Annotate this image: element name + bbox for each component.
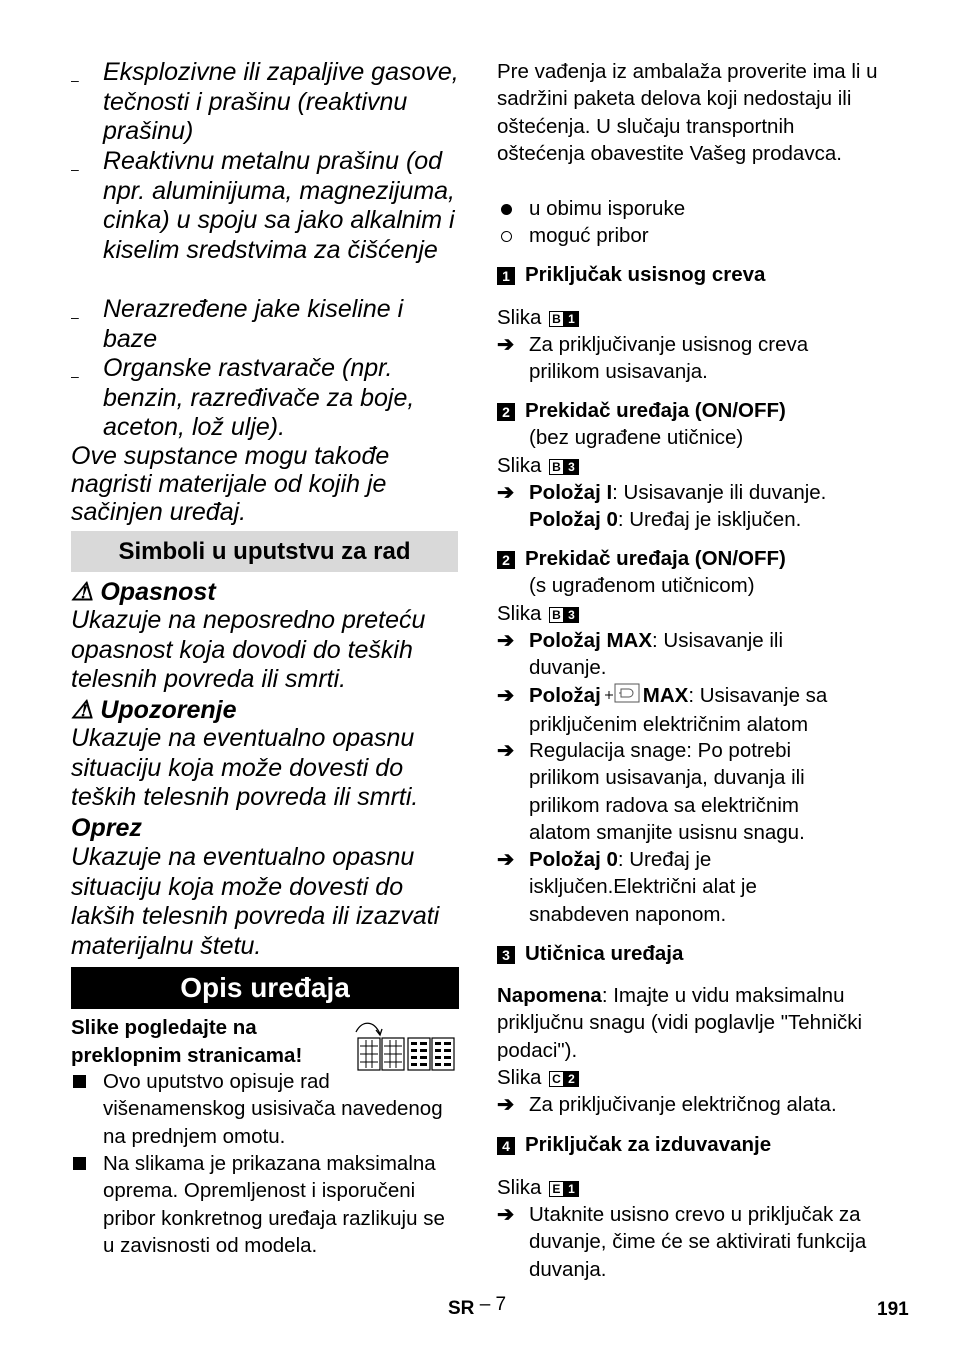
step-text: Položaj I: Usisavanje ili duvanje. Položaj 0: Uređaj je isključen. (529, 481, 827, 532)
step-text: Položaj MAX: Usisavanje ili duvanje. (529, 629, 784, 680)
bullet-text: Ovo uputstvo opisuje rad višenamenskog usisivača navedenog na prednjem omotu. (103, 1070, 443, 1148)
arrow-icon: ➔ (497, 848, 515, 871)
arrow-icon: ➔ (497, 1093, 515, 1116)
figure-ref (497, 1064, 579, 1091)
item-title: Priključak usisnog creva (525, 263, 766, 286)
step-text: Utaknite usisno crevo u priključak za duvanje, čime će se aktivirati funkcija duvanja. (529, 1203, 867, 1281)
arrow-icon: ➔ (497, 684, 515, 707)
dash-bullet: – (71, 72, 79, 88)
figure-label: Slika (497, 306, 542, 329)
hazard-text: Organske rastvarače (npr. benzin, razređivače za boje, aceton, lož ulje). (103, 354, 415, 441)
figure-ref (497, 1174, 579, 1201)
arrow-icon: ➔ (497, 629, 515, 652)
fold-out-pages-icon (354, 1018, 460, 1074)
figure-label: Slika (497, 454, 542, 477)
item-number-badge: 2 (497, 551, 515, 569)
arrow-icon: ➔ (497, 1203, 515, 1226)
images-note: Slike pogledajte na preklopnim stranicama! (71, 1016, 303, 1067)
item-heading (497, 545, 887, 600)
danger-text: Ukazuje na neposredno preteću opasnost koja dovodi do teških telesnih povreda ili smrti. (71, 606, 426, 693)
figure-ref (497, 304, 579, 331)
step-text: Za priključivanje električnog alata. (529, 1093, 837, 1116)
hazard-text: Eksplozivne ili zapaljive gasove, tečnosti i prašinu (reaktivnu prašinu) (103, 58, 459, 145)
caution-text: Ukazuje na eventualno opasnu situaciju koja može dovesti do lakših telesnih povreda ili izazvati materijalnu štetu. (71, 843, 440, 960)
warning-text: Ukazuje na eventualno opasnu situaciju koja može dovesti do teških telesnih povreda ili smrti. (71, 724, 419, 811)
item-title: Prekidač uređaja (ON/OFF) (525, 399, 786, 422)
square-bullet (73, 1075, 86, 1088)
legend-text: moguć pribor (529, 224, 649, 247)
symbols-heading: Simboli u uputstvu za rad (71, 531, 458, 572)
arrow-icon: ➔ (497, 739, 515, 762)
figure-badge: C 2 (549, 1071, 579, 1087)
figure-label: Slika (497, 602, 542, 625)
item-heading (497, 397, 887, 452)
arrow-icon: ➔ (497, 333, 515, 356)
item-title: Priključak za izduvavanje (525, 1133, 772, 1156)
page-number: 191 (877, 1299, 909, 1320)
footer-lang: SR – 7 (448, 1294, 507, 1319)
item-title: Prekidač uređaja (ON/OFF) (525, 547, 786, 570)
figure-ref (497, 600, 579, 627)
hazard-text: Nerazređene jake kiseline i baze (103, 295, 404, 353)
warning-title: ⚠ Upozorenje (71, 696, 237, 724)
figure-badge: B 3 (549, 459, 579, 475)
figure-label: Slika (497, 1176, 542, 1199)
closing-paragraph: Ove supstance mogu takođe nagristi materijale od kojih je sačinjen uređaj. (71, 442, 390, 526)
legend-text: u obimu isporuke (529, 197, 686, 220)
figure-badge: B 1 (549, 311, 579, 327)
item-subtitle: (bez ugrađene utičnice) (529, 426, 744, 450)
item-number-badge: 1 (497, 267, 515, 285)
item-number-badge: 3 (497, 946, 515, 964)
dash-bullet: – (71, 368, 79, 384)
figure-label: Slika (497, 1066, 542, 1089)
caution-title: Oprez (71, 814, 142, 842)
square-bullet (73, 1157, 86, 1170)
step-text: Položaj MAX: Usisavanje sa priključenim električnim alatom (529, 682, 864, 739)
dash-bullet: – (71, 161, 79, 177)
socket-plus-icon (603, 682, 641, 711)
item-subtitle: (s ugrađenom utičnicom) (529, 574, 755, 598)
step-text: Za priključivanje usisnog creva prilikom usisavanja. (529, 333, 809, 384)
empty-circle-icon (501, 231, 512, 242)
item-number-badge: 2 (497, 403, 515, 421)
item-heading (497, 940, 683, 967)
figure-badge: E 1 (549, 1181, 579, 1197)
note-paragraph: Napomena: Imajte u vidu maksimalnu priključnu snagu (vidi poglavlje "Tehnički podaci"). (497, 984, 863, 1062)
danger-title: ⚠ Opasnost (71, 578, 216, 606)
item-heading (497, 1131, 771, 1158)
item-number-badge: 4 (497, 1137, 515, 1155)
dash-bullet: – (71, 309, 79, 325)
figure-badge: B 3 (549, 607, 579, 623)
description-heading: Opis uređaja (71, 967, 459, 1009)
filled-circle-icon (501, 204, 512, 215)
item-title: Utičnica uređaja (525, 942, 684, 965)
bullet-text: Na slikama je prikazana maksimalna oprema. Opremljenost i isporučeni pribor konkretnog uređaja razlikuju se u zavisnosti od modela. (103, 1152, 445, 1257)
item-heading (497, 261, 765, 288)
intro-paragraph: Pre vađenja iz ambalaža proverite ima li u sadržini paketa delova koji nedostaju ili oštećenja. U slučaju transportnih oštećenja obavestite Vašeg prodavca. (497, 60, 878, 165)
hazard-text: Reaktivnu metalnu prašinu (od npr. aluminijuma, magnezijuma, cinka) u spoju sa jako alkalnim i kiselim sredstvima za čišćenje (103, 147, 456, 264)
step-text: Regulacija snage: Po potrebi prilikom usisavanja, duvanja ili prilikom radova sa električnim alatom smanjite usisnu snagu. (529, 739, 805, 844)
figure-ref (497, 452, 579, 479)
arrow-icon: ➔ (497, 481, 515, 504)
step-text: Položaj 0: Uređaj je isključen.Električni alat je snabdeven naponom. (529, 848, 757, 926)
